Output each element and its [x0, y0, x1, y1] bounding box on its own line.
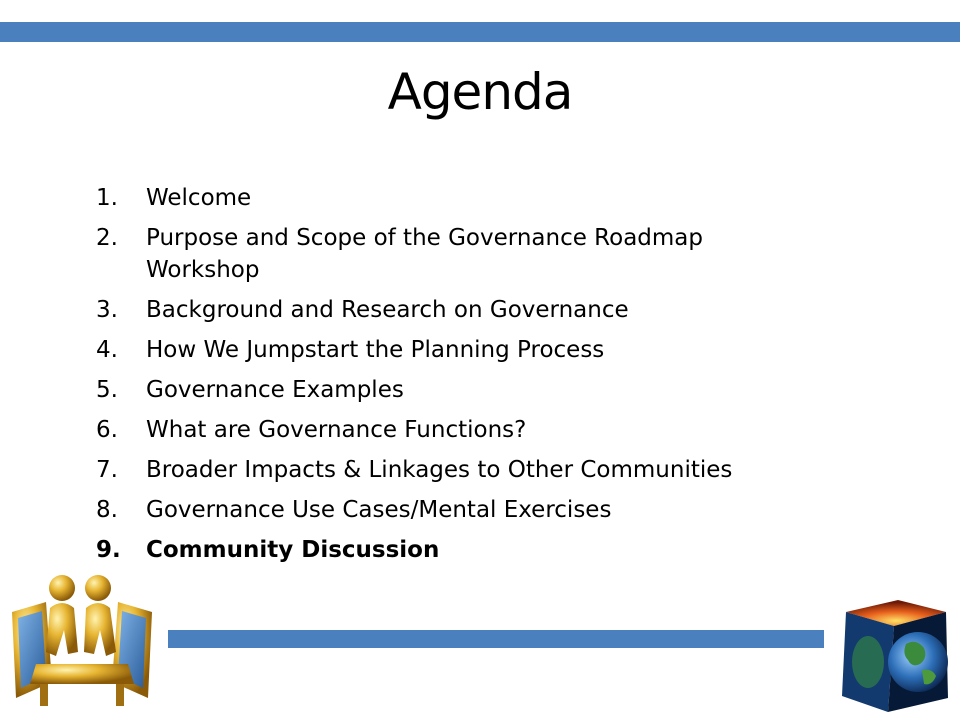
- agenda-item-text: Welcome: [146, 185, 252, 211]
- agenda-item-number: 8.: [96, 497, 118, 523]
- agenda-item: [96, 294, 796, 326]
- agenda-item-text: Broader Impacts & Linkages to Other Communities: [146, 457, 733, 483]
- agenda-item-number: 9.: [96, 537, 121, 563]
- agenda-item: [96, 334, 796, 366]
- gold-figures-computers-icon: [6, 572, 158, 708]
- agenda-item-number: 3.: [96, 297, 118, 323]
- agenda-list: [96, 182, 796, 574]
- slide-title: Agenda: [387, 63, 573, 121]
- agenda-item-number: 7.: [96, 457, 118, 483]
- agenda-item-text: How We Jumpstart the Planning Process: [146, 337, 605, 363]
- agenda-item: [96, 374, 796, 406]
- agenda-item-text: What are Governance Functions?: [146, 417, 527, 443]
- top-accent-bar: [0, 22, 960, 42]
- earth-cube-icon: [838, 598, 952, 714]
- agenda-item-number: 2.: [96, 225, 118, 251]
- agenda-item: [96, 494, 796, 526]
- agenda-item: [96, 454, 796, 486]
- agenda-item: [96, 182, 796, 214]
- agenda-item-text: Governance Examples: [146, 377, 404, 403]
- agenda-item-text: Governance Use Cases/Mental Exercises: [146, 497, 612, 523]
- agenda-item-number: 5.: [96, 377, 118, 403]
- bottom-accent-bar: [168, 630, 824, 648]
- agenda-item-number: 1.: [96, 185, 118, 211]
- agenda-item-text: Purpose and Scope of the Governance Roadmap Workshop: [146, 225, 703, 283]
- agenda-item-number: 6.: [96, 417, 118, 443]
- agenda-item-number: 4.: [96, 337, 118, 363]
- agenda-item: [96, 222, 796, 286]
- agenda-item: [96, 414, 796, 446]
- agenda-item-text: Background and Research on Governance: [146, 297, 629, 323]
- agenda-item: [96, 534, 796, 566]
- agenda-item-text: Community Discussion: [146, 537, 440, 563]
